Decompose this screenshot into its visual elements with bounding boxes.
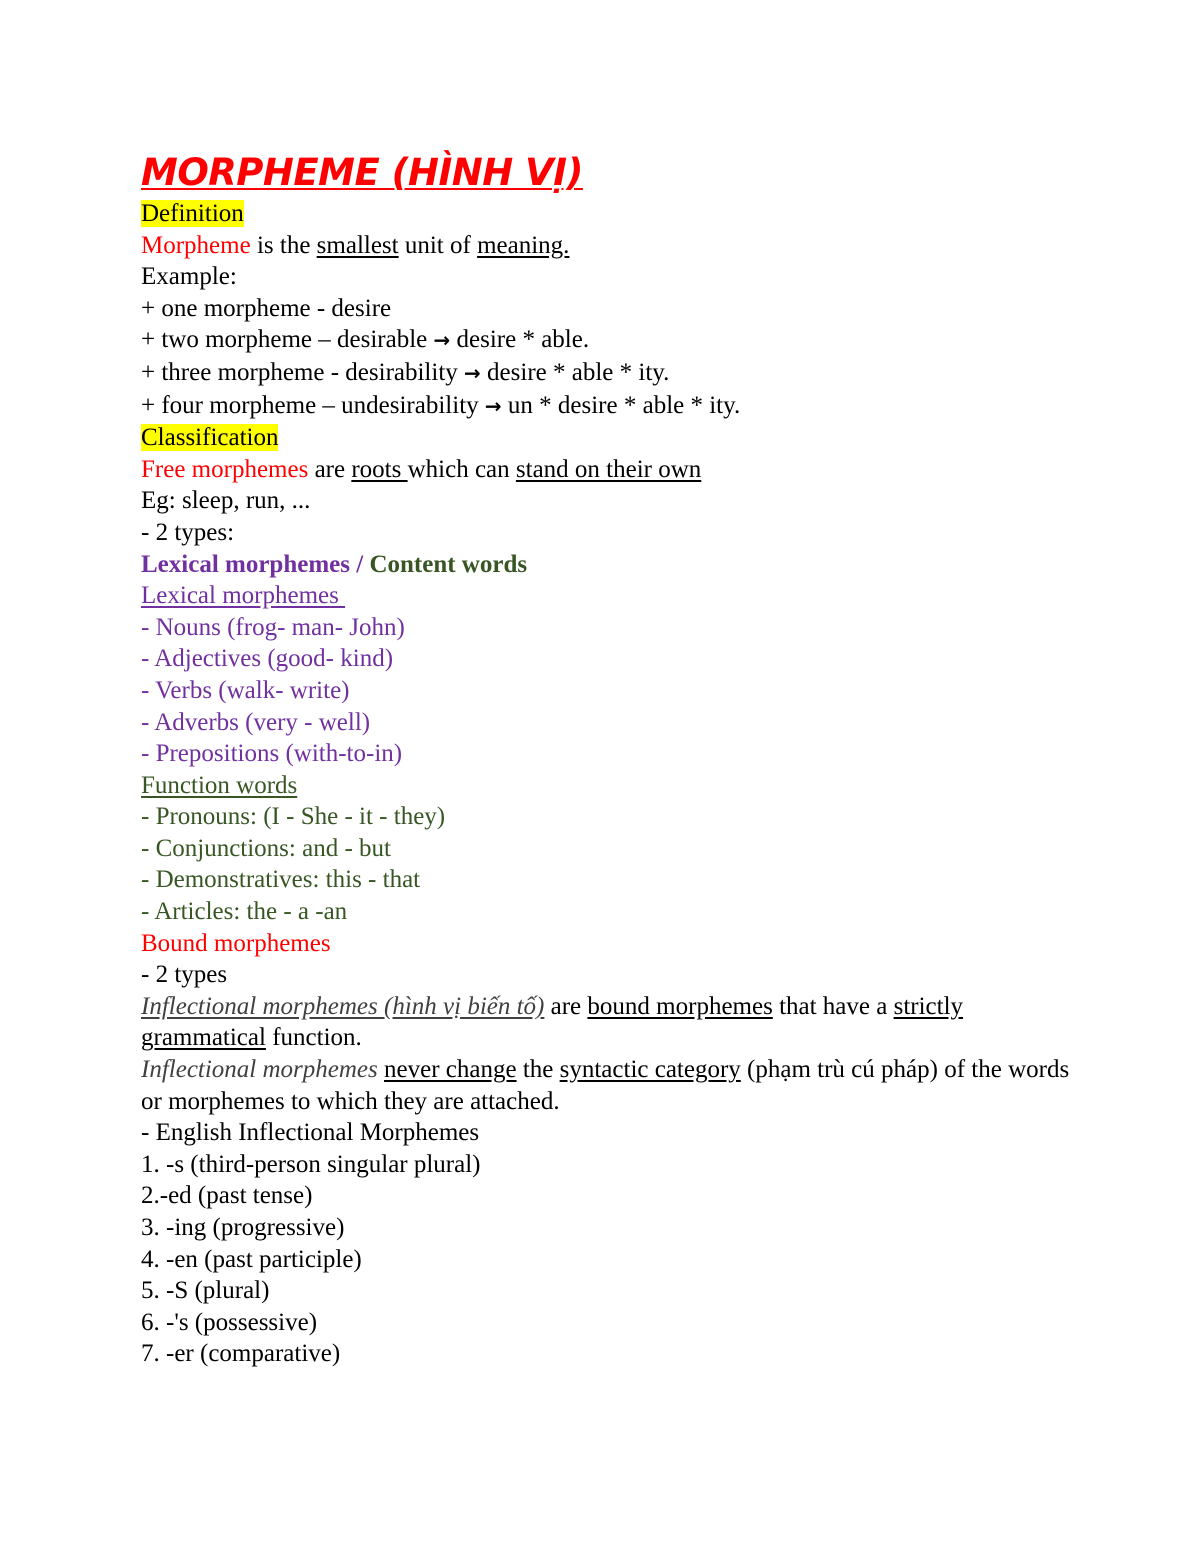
function-item: - Demonstratives: this - that xyxy=(141,866,421,894)
smallest-word: smallest xyxy=(316,231,399,259)
definition-text-1: is the xyxy=(250,231,317,259)
function-item: - Conjunctions: and - but xyxy=(141,834,391,862)
infl-text-1: are xyxy=(544,992,588,1020)
inflectional-list-item: 6. -'s (possessive) xyxy=(141,1308,318,1336)
free-types: - 2 types: xyxy=(141,518,235,546)
inflectional-list-item: 1. -s (third-person singular plural) xyxy=(141,1150,481,1178)
grammatical-word: grammatical xyxy=(141,1024,266,1052)
morpheme-term: Morpheme xyxy=(141,231,251,259)
classification-heading: Classification xyxy=(141,424,279,452)
arrow-right-icon: → xyxy=(464,360,481,385)
definition-text-2: unit of xyxy=(398,231,478,259)
inflectional-list-item: 4. -en (past participle) xyxy=(141,1245,362,1273)
free-text-2: which can xyxy=(407,455,516,483)
example-text: + two morpheme – desirable xyxy=(141,326,434,354)
inflectional-list-item: 3. -ing (progressive) xyxy=(141,1214,345,1241)
example-line-3 xyxy=(141,357,1071,390)
meaning-word: meaning. xyxy=(477,231,570,259)
syntactic-category-phrase: syntactic category xyxy=(559,1056,741,1084)
free-example: Eg: sleep, run, ... xyxy=(141,487,311,515)
definition-heading: Definition xyxy=(141,200,244,227)
example-result: desire * able. xyxy=(450,326,590,354)
never-change-phrase: never change xyxy=(384,1056,517,1084)
inflectional-list-item: 7. -er (comparative) xyxy=(141,1340,341,1368)
lexical-item: - Adjectives (good- kind) xyxy=(141,645,394,673)
lexical-item: - Verbs (walk- write) xyxy=(141,676,350,704)
function-item: - Pronouns: (I - She - it - they) xyxy=(141,803,446,831)
stand-phrase: stand on their own xyxy=(515,455,702,483)
arrow-right-icon: → xyxy=(433,328,451,353)
bound-morphemes-heading: Bound morphemes xyxy=(141,929,331,957)
example-text: + four morpheme – undesirability xyxy=(141,391,485,419)
lexical-bold: Lexical morphemes xyxy=(141,550,350,578)
slash: / xyxy=(349,550,370,578)
lexical-item: - Nouns (frog- man- John) xyxy=(141,613,405,641)
infl-text-3: function. xyxy=(265,1024,362,1052)
bound-morphemes-term: bound morphemes xyxy=(587,992,773,1020)
roots-word: roots xyxy=(351,455,408,483)
example-text: + three morpheme - desirability xyxy=(141,358,465,386)
example-line-2 xyxy=(141,324,1071,357)
example-result: un * desire * able * ity. xyxy=(501,391,741,419)
content-bold: Content words xyxy=(369,550,528,578)
english-inflectional-heading: - English Inflectional Morphemes xyxy=(141,1119,480,1147)
inflectional-term: Inflectional morphemes (hình vị biến tố) xyxy=(141,992,545,1020)
infl2-text-2: the xyxy=(516,1056,560,1084)
example-label: Example: xyxy=(141,263,237,291)
bound-types: - 2 types xyxy=(141,961,228,989)
lexical-item: - Adverbs (very - well) xyxy=(141,708,371,736)
function-item: - Articles: the - a -an xyxy=(141,898,348,926)
arrow-right-icon: → xyxy=(484,393,502,418)
function-words-heading: Function words xyxy=(141,771,298,799)
free-text-1: are xyxy=(308,455,352,483)
example-line-1 xyxy=(141,293,1071,325)
definition-sentence xyxy=(141,230,1071,262)
example-text: + one morpheme - desire xyxy=(141,294,392,322)
strictly-word: strictly xyxy=(893,992,964,1020)
inflectional-list-item: 5. -S (plural) xyxy=(141,1277,270,1305)
classification-heading-line xyxy=(141,422,1071,454)
free-morphemes-term: Free morphemes xyxy=(141,455,309,483)
example-result: desire * able * ity. xyxy=(480,358,670,386)
free-morphemes-sentence xyxy=(141,454,1071,486)
inflectional-paragraph-2 xyxy=(141,1054,1071,1117)
lexical-item: - Prepositions (with-to-in) xyxy=(141,740,403,768)
infl-text-2: that have a xyxy=(772,992,894,1020)
inflectional-list-item: 2.-ed (past tense) xyxy=(141,1182,313,1210)
inflectional-term-2: Inflectional morphemes xyxy=(141,1056,378,1084)
document-page xyxy=(141,148,1071,1370)
example-line-4 xyxy=(141,390,1071,423)
inflectional-paragraph-1 xyxy=(141,991,1071,1054)
page-title: MORPHEME (HÌNH VỊ) xyxy=(141,151,583,194)
lexical-content-heading xyxy=(141,549,1071,581)
lexical-morphemes-heading: Lexical morphemes xyxy=(141,582,346,610)
definition-heading-line xyxy=(141,198,1071,230)
infl2-text-3: (phạm trù cú pháp) of the words or morphemes to which they are attached. xyxy=(141,1056,1070,1115)
